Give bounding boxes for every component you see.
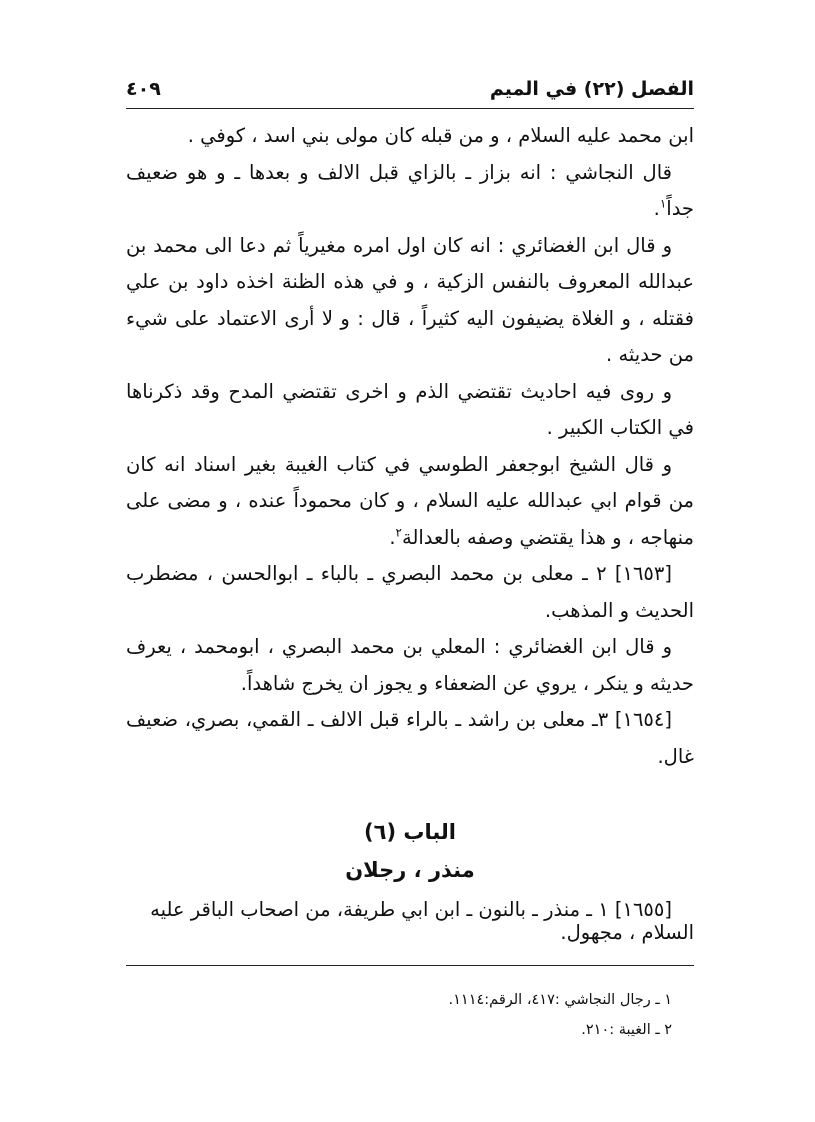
footnote-divider: [126, 965, 694, 966]
footnotes: [126, 985, 672, 1045]
entry-paragraph: [١٦٥٣] ٢ ـ معلى بن محمد البصري ـ بالباء ـ ابوالحسن ، مضطرب الحديث و المذهب.: [126, 562, 694, 622]
paragraph: و روى فيه احاديث تقتضي الذم و اخرى تقتضي المدح وقد ذكرناها في الكتاب الكبير .: [126, 379, 694, 439]
section-subtitle: منذر ، رجلان: [345, 858, 475, 882]
entry-paragraph: [١٦٥٥] ١ ـ منذر ـ بالنون ـ ابن ابي طريفة، من اصحاب الباقر عليه السلام ، مجهول.: [150, 898, 694, 944]
body-text: [126, 118, 694, 775]
paragraph: قال النجاشي : انه بزاز ـ بالزاي قبل الالف و بعدها ـ و هو ضعيف جداً$^١$.: [126, 160, 694, 220]
footnote-ref: ١: [659, 196, 667, 211]
page-header: [126, 74, 694, 109]
footnote: ٢ ـ الغيبة :٢١٠.: [581, 1022, 672, 1038]
paragraph: ابن محمد عليه السلام ، و من قبله كان مولى بني اسد ، كوفي .: [187, 124, 694, 147]
chapter-title: الفصل (٢٢) في الميم: [489, 78, 694, 100]
paragraph: و قال ابن الغضائري : انه كان اول امره مغيرياً ثم دعا الى محمد بن عبدالله المعروف بالنفس الزكية ، و في هذه الظنة اخذه داود بن علي فقتله ، و الغلاة يضيفون اليه كثيراً ، قال : و لا أرى الاعتماد على شيء من حديثه .: [126, 233, 694, 366]
footnote: ١ ـ رجال النجاشي :٤١٧، الرقم:١١١٤.: [448, 992, 672, 1008]
entry-paragraph: [١٦٥٤] ٣ـ معلى بن راشد ـ بالراء قبل الالف ـ القمي، بصري، ضعيف غال.: [126, 708, 694, 768]
footnote-ref: ٢: [395, 525, 402, 539]
section-title: الباب (٦): [364, 820, 456, 844]
paragraph: و قال ابن الغضائري : المعلي بن محمد البصري ، ابومحمد ، يعرف حديثه و ينكر ، يروي عن الضعفاء و يجوز ان يخرج شاهداً.: [126, 635, 694, 695]
paragraph: و قال الشيخ ابوجعفر الطوسي في كتاب الغيبة بغير اسناد انه كان من قوام ابي عبدالله عليه السلام ، و كان محموداً عنده ، و مضى على منهاجه ، و هذا يقتضي وصفه بالعدالة$^٢$.: [126, 452, 694, 549]
page-number: ٤٠٩: [126, 78, 161, 100]
